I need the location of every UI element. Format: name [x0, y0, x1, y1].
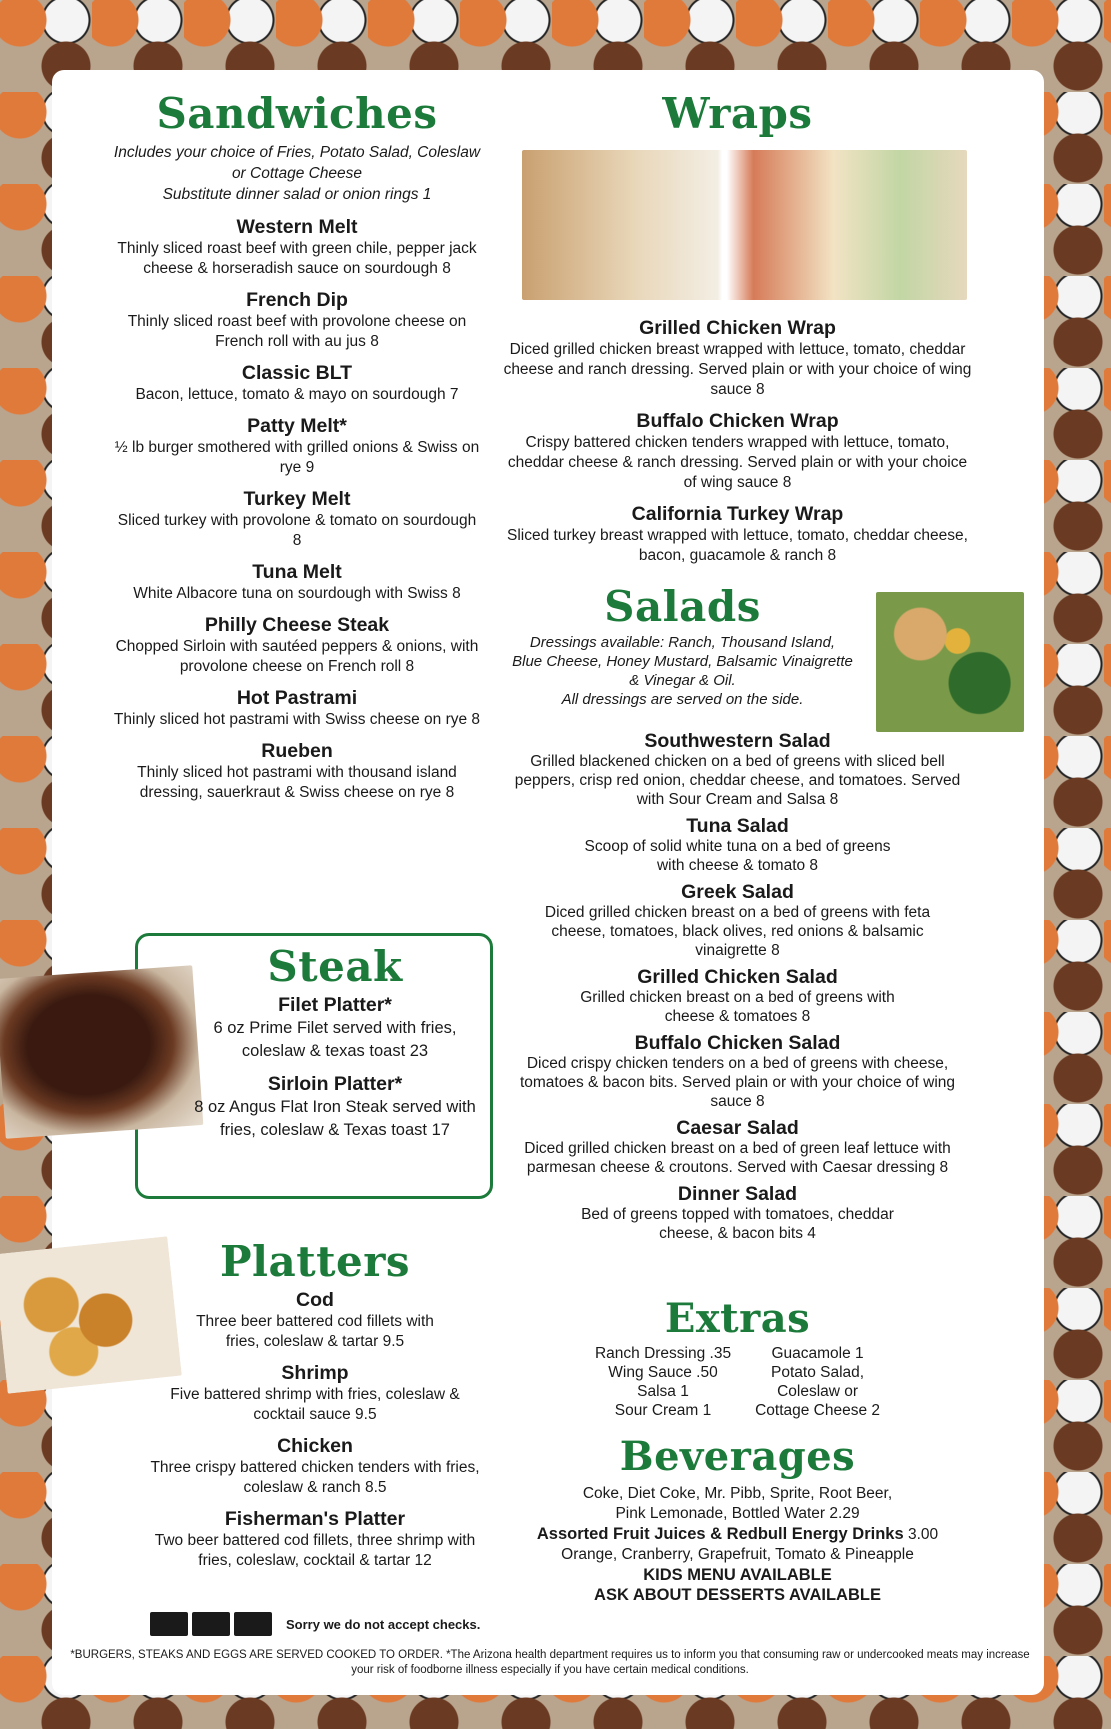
menu-item	[120, 1288, 510, 1352]
platters-section	[120, 1237, 510, 1580]
salad-photo	[876, 592, 1024, 732]
card-logo-icon	[234, 1612, 272, 1636]
item-name: Hot Pastrami	[236, 687, 358, 710]
payment-note: Sorry we do not accept checks.	[286, 1616, 481, 1632]
steak-section	[190, 942, 480, 1151]
salads-header	[500, 582, 865, 719]
sandwiches-intro	[52, 142, 542, 205]
item-name: Tuna Melt	[252, 561, 342, 584]
item-desc: White Albacore tuna on sourdough with Swiss 8	[133, 585, 461, 603]
menu-item	[112, 414, 482, 478]
item-desc: Thinly sliced hot pastrami with thousand island dressing, sauerkraut & Swiss cheese on rye 8	[137, 764, 457, 802]
beverage-price: 3.00	[907, 1526, 939, 1543]
item-desc: Five battered shrimp with fries, coleslaw & cocktail sauce 9.5	[170, 1386, 460, 1424]
item-name: Shrimp	[281, 1362, 349, 1385]
menu-item	[190, 993, 480, 1063]
intro-line: & Vinegar & Oil.	[629, 672, 736, 690]
item-desc: Diced crispy chicken tenders on a bed of greens with cheese, tomatoes & bacon bits. Served plain or with your choice of wing sauce 8	[519, 1055, 956, 1110]
extra-item: Cottage Cheese 2	[755, 1402, 881, 1419]
intro-line: Includes your choice of Fries, Potato Salad, Coleslaw	[113, 144, 481, 162]
beverage-line: Pink Lemonade, Bottled Water 2.29	[615, 1505, 860, 1522]
item-desc: ½ lb burger smothered with grilled onions & Swiss on rye 9	[114, 439, 480, 477]
disclaimer: *BURGERS, STEAKS AND EGGS ARE SERVED COOKED TO ORDER. *The Arizona health department requires us to inform you that consuming raw or undercooked meats may increase your risk of foodborne illness especially if you have certain medical conditions.	[70, 1649, 1030, 1676]
menu-item	[500, 730, 975, 809]
item-desc: Thinly sliced roast beef with provolone cheese on French roll with au jus 8	[127, 313, 467, 351]
menu-item	[112, 560, 482, 604]
item-desc: Sliced turkey with provolone & tomato on sourdough 8	[117, 512, 477, 550]
extras-col-1	[595, 1344, 731, 1420]
menu-item	[112, 361, 482, 405]
menu-item	[500, 502, 975, 566]
extra-item: Sour Cream 1	[614, 1402, 712, 1419]
extras-section	[500, 1295, 975, 1420]
item-name: Turkey Melt	[243, 488, 351, 511]
card-logo-icon	[150, 1612, 188, 1636]
payment-cards	[150, 1612, 480, 1636]
wraps-items	[500, 316, 975, 575]
extra-item: Coleslaw or	[777, 1383, 859, 1400]
item-name: Filet Platter*	[278, 994, 392, 1017]
menu-item	[112, 288, 482, 352]
menu-item	[112, 215, 482, 279]
intro-line: Blue Cheese, Honey Mustard, Balsamic Vinaigrette	[512, 653, 853, 671]
item-desc: Thinly sliced hot pastrami with Swiss cheese on rye 8	[113, 711, 481, 729]
beverage-line: Coke, Diet Coke, Mr. Pibb, Sprite, Root Beer,	[582, 1485, 893, 1502]
salads-items	[500, 730, 975, 1249]
item-desc: Sliced turkey breast wrapped with lettuce, tomato, cheddar cheese, bacon, guacamole & ranch 8	[507, 527, 968, 564]
item-name: Fisherman's Platter	[224, 1508, 406, 1531]
item-name: Grilled Chicken Salad	[637, 966, 838, 988]
item-name: French Dip	[246, 289, 348, 312]
wraps-photo	[522, 150, 967, 300]
menu-item	[120, 1507, 510, 1571]
item-desc: 8 oz Angus Flat Iron Steak served with fries, coleslaw & Texas toast 17	[194, 1098, 476, 1140]
item-name: Buffalo Chicken Wrap	[636, 410, 839, 432]
steak-title: Steak	[267, 942, 403, 991]
menu-item	[120, 1434, 510, 1498]
extra-item: Potato Salad,	[771, 1364, 865, 1381]
wraps-section	[500, 89, 975, 138]
extra-item: Salsa 1	[637, 1383, 689, 1400]
intro-line: or Cottage Cheese	[231, 165, 363, 183]
sandwiches-title: Sandwiches	[156, 89, 438, 138]
menu-item	[500, 815, 975, 875]
menu-item	[500, 1032, 975, 1111]
item-name: Tuna Salad	[686, 815, 789, 837]
menu-item	[112, 613, 482, 677]
item-desc: Crispy battered chicken tenders wrapped with lettuce, tomato, cheddar cheese & ranch dressing. Served plain or with your choice of wing sauce 8	[507, 434, 968, 491]
menu-item	[112, 487, 482, 551]
item-name: California Turkey Wrap	[631, 503, 844, 525]
intro-line: Substitute dinner salad or onion rings 1	[162, 186, 432, 204]
item-desc: Three crispy battered chicken tenders with fries, coleslaw & ranch 8.5	[150, 1459, 480, 1497]
menu-item	[190, 1072, 480, 1142]
salads-title: Salads	[604, 582, 761, 631]
item-desc: Two beer battered cod fillets, three shrimp with fries, coleslaw, cocktail & tartar 12	[154, 1532, 476, 1570]
beverage-line	[500, 1524, 975, 1545]
item-desc: Thinly sliced roast beef with green chile, pepper jack cheese & horseradish sauce on sourdough 8	[117, 240, 477, 278]
item-desc: Three beer battered cod fillets with fries, coleslaw & tartar 9.5	[196, 1313, 434, 1351]
intro-line: Dressings available: Ranch, Thousand Island,	[529, 634, 836, 652]
menu-item	[500, 1183, 975, 1243]
kids-menu-note: KIDS MENU AVAILABLE	[643, 1566, 832, 1584]
menu-item	[500, 881, 975, 960]
extra-item: Guacamole 1	[771, 1345, 864, 1362]
extra-item: Wing Sauce .50	[608, 1364, 718, 1381]
item-desc: Grilled blackened chicken on a bed of greens with sliced bell peppers, crisp red onion, cheddar cheese, and tomatoes. Served with Sour Cream and Salsa 8	[514, 753, 961, 808]
extras-list	[500, 1344, 975, 1420]
wraps-title: Wraps	[662, 89, 813, 138]
item-name: Grilled Chicken Wrap	[639, 317, 836, 339]
item-name: Sirloin Platter*	[267, 1073, 403, 1096]
item-name: Greek Salad	[681, 881, 794, 903]
extra-item: Ranch Dressing .35	[594, 1345, 732, 1362]
sandwiches-section	[52, 89, 542, 812]
desserts-note: ASK ABOUT DESSERTS AVAILABLE	[594, 1586, 881, 1604]
item-name: Dinner Salad	[677, 1183, 798, 1205]
menu-item	[112, 686, 482, 730]
salads-intro	[500, 633, 865, 709]
item-desc: Diced grilled chicken breast wrapped with lettuce, tomato, cheddar cheese and ranch dressing. Served plain or with your choice of wing sauce 8	[503, 341, 972, 398]
extras-title: Extras	[664, 1295, 811, 1342]
item-desc: Chopped Sirloin with sautéed peppers & onions, with provolone cheese on French roll 8	[115, 638, 479, 676]
beverages-section	[500, 1433, 975, 1605]
item-desc: Diced grilled chicken breast on a bed of green leaf lettuce with parmesan cheese & croutons. Served with Caesar dressing 8	[524, 1140, 951, 1176]
item-name: Buffalo Chicken Salad	[634, 1032, 841, 1054]
beverages-list	[500, 1484, 975, 1605]
item-name: Southwestern Salad	[644, 730, 831, 752]
menu-item	[500, 966, 975, 1026]
menu-item	[120, 1361, 510, 1425]
menu-item	[500, 1117, 975, 1177]
intro-line: All dressings are served on the side.	[561, 691, 804, 709]
beverages-title: Beverages	[619, 1433, 856, 1480]
item-desc: 6 oz Prime Filet served with fries, coleslaw & texas toast 23	[213, 1019, 457, 1061]
item-name: Caesar Salad	[676, 1117, 799, 1139]
menu-item	[112, 739, 482, 803]
item-name: Classic BLT	[241, 362, 353, 385]
item-name: Rueben	[261, 740, 333, 763]
menu-item	[500, 316, 975, 400]
steak-photo	[0, 965, 203, 1138]
menu-item	[500, 409, 975, 493]
item-name: Cod	[296, 1289, 334, 1312]
item-name: Philly Cheese Steak	[204, 614, 390, 637]
item-desc: Bacon, lettuce, tomato & mayo on sourdough 7	[135, 386, 459, 404]
beverage-line: Orange, Cranberry, Grapefruit, Tomato & Pineapple	[561, 1546, 914, 1563]
item-desc: Grilled chicken breast on a bed of greens with cheese & tomatoes 8	[580, 989, 895, 1025]
item-desc: Diced grilled chicken breast on a bed of greens with feta cheese, tomatoes, black olives, red onions & balsamic vinaigrette 8	[544, 904, 931, 959]
item-desc: Bed of greens topped with tomatoes, cheddar cheese, & bacon bits 4	[581, 1206, 894, 1242]
card-logo-icon	[192, 1612, 230, 1636]
item-name: Chicken	[277, 1435, 353, 1458]
platters-title: Platters	[219, 1237, 411, 1286]
beverage-bold: Assorted Fruit Juices & Redbull Energy Drinks	[536, 1525, 904, 1543]
extras-col-2	[755, 1344, 880, 1420]
item-desc: Scoop of solid white tuna on a bed of greens with cheese & tomato 8	[584, 838, 891, 874]
item-name: Patty Melt*	[247, 415, 347, 438]
item-name: Western Melt	[236, 216, 358, 239]
